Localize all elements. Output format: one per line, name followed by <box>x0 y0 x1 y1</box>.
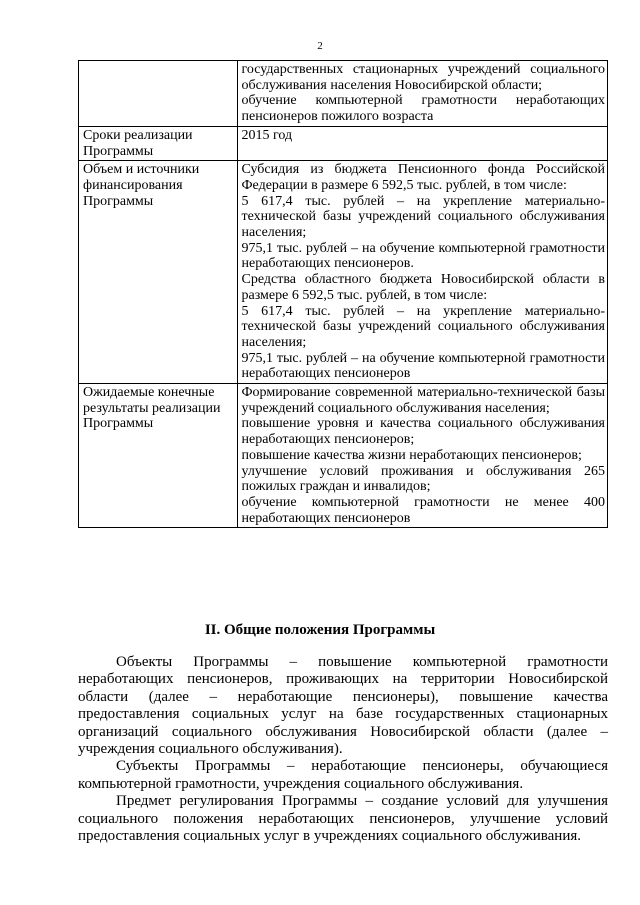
content-paragraph: повышение качества жизни неработающих пенсионеров; <box>241 447 582 463</box>
content-paragraph: 975,1 тыс. рублей – на обучение компьютерной грамотности неработающих пенсионеров. <box>241 240 605 272</box>
body-paragraph: Объекты Программы – повышение компьютерной грамотности неработающих пенсионеров, проживающих на территории Новосибирской области (далее – неработающие пенсионеры), повышение качества предоставления социальных услуг на базе государственных стационарных организаций социального обслуживания Новосибирской области (далее – учреждения социального обслуживания). <box>78 654 608 758</box>
page-number: 2 <box>317 40 323 52</box>
content-paragraph: 5 617,4 тыс. рублей – на укрепление материально-технической базы учреждений социального обслуживания населения; <box>241 303 605 350</box>
content-paragraph: 975,1 тыс. рублей – на обучение компьютерной грамотности неработающих пенсионеров <box>241 350 605 382</box>
table-row <box>79 161 608 384</box>
row-content <box>237 61 608 127</box>
content-paragraph: Формирование современной материально-технической базы учреждений социального обслуживания населения; <box>241 385 605 416</box>
body-paragraph: Субъекты Программы – неработающие пенсионеры, обучающиеся компьютерной грамотности, учреждения социального обслуживания. <box>78 758 608 792</box>
body-paragraph: Предмет регулирования Программы – создание условий для улучшения социального положения неработающих пенсионеров, улучшение условий предоставления социальных услуг в учреждениях социального обслуживания. <box>78 793 608 845</box>
content-paragraph: Средства областного бюджета Новосибирской области в размере 6 592,5 тыс. рублей, в том числе: <box>241 272 605 303</box>
content-paragraph: государственных стационарных учреждений социального обслуживания населения Новосибирской области; <box>241 62 605 93</box>
content-paragraph: 2015 год <box>241 127 293 143</box>
table-row <box>79 61 608 127</box>
table-row <box>79 384 608 528</box>
content-paragraph: улучшение условий проживания и обслуживания 265 пожилых граждан и инвалидов; <box>241 463 605 495</box>
table-row <box>79 126 608 160</box>
content-paragraph: обучение компьютерной грамотности не менее 400 неработающих пенсионеров <box>241 494 605 526</box>
section-title: II. Общие положения Программы <box>204 622 436 638</box>
section-body <box>78 654 608 845</box>
row-content <box>237 161 608 384</box>
row-content <box>237 126 608 160</box>
row-label: Ожидаемые конечные результаты реализации Программы <box>79 384 238 528</box>
row-label: Сроки реализации Программы <box>79 126 238 160</box>
content-paragraph: Субсидия из бюджета Пенсионного фонда Российской Федерации в размере 6 592,5 тыс. рублей, в том числе: <box>241 162 605 193</box>
row-label: Объем и источники финансирования Программы <box>79 161 238 384</box>
content-paragraph: обучение компьютерной грамотности неработающих пенсионеров пожилого возраста <box>241 93 605 125</box>
content-paragraph: 5 617,4 тыс. рублей – на укрепление материально-технической базы учреждений социального обслуживания населения; <box>241 193 605 241</box>
content-paragraph: повышение уровня и качества социального обслуживания неработающих пенсионеров; <box>241 416 605 448</box>
row-content <box>237 384 608 528</box>
row-label <box>79 61 238 127</box>
program-passport-table <box>78 60 608 528</box>
